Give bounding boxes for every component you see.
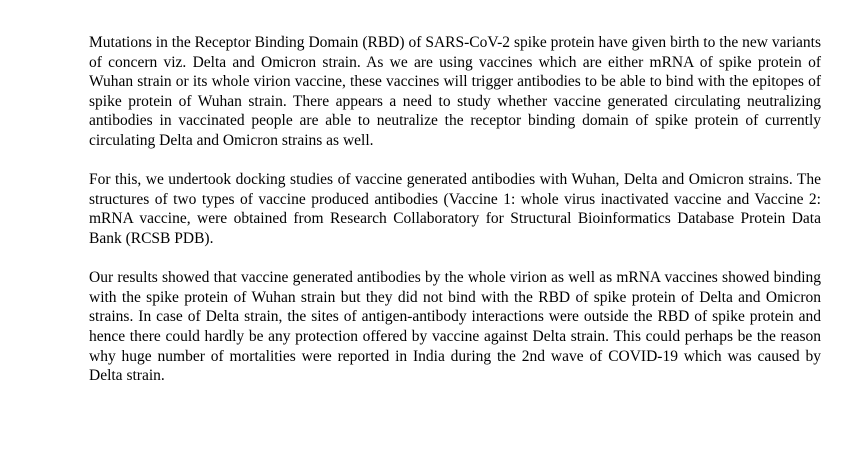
document-body: [89, 33, 821, 386]
paragraph-mutations-rbd: Mutations in the Receptor Binding Domain (RBD) of SARS-CoV-2 spike protein have given birth to the new variants of concern viz. Delta and Omicron strain. As we are using vaccines which are either mRNA of spike protein of Wuhan strain or its whole virion vaccine, these vaccines will trigger antibodies to be able to bind with the epitopes of spike protein of Wuhan strain. There appears a need to study whether vaccine generated circulating neutralizing antibodies in vaccinated people are able to neutralize the receptor binding domain of spike protein of currently circulating Delta and Omicron strains as well.: [89, 34, 821, 149]
paragraph-results: Our results showed that vaccine generated antibodies by the whole virion as well as mRNA vaccines showed binding with the spike protein of Wuhan strain but they did not bind with the RBD of spike protein of Delta and Omicron strains. In case of Delta strain, the sites of antigen-antibody interactions were outside the RBD of spike protein and hence there could hardly be any protection offered by vaccine against Delta strain. This could perhaps be the reason why huge number of mortalities were reported in India during the 2nd wave of COVID-19 which was caused by Delta strain.: [89, 269, 821, 385]
paragraph-docking-studies: For this, we undertook docking studies of vaccine generated antibodies with Wuhan, Delta and Omicron strains. The structures of two types of vaccine produced antibodies (Vaccine 1: whole virus inactivated vaccine and Vaccine 2: mRNA vaccine, were obtained from Research Collaboratory for Structural Bioinformatics Database Protein Data Bank (RCSB PDB).: [89, 171, 821, 247]
